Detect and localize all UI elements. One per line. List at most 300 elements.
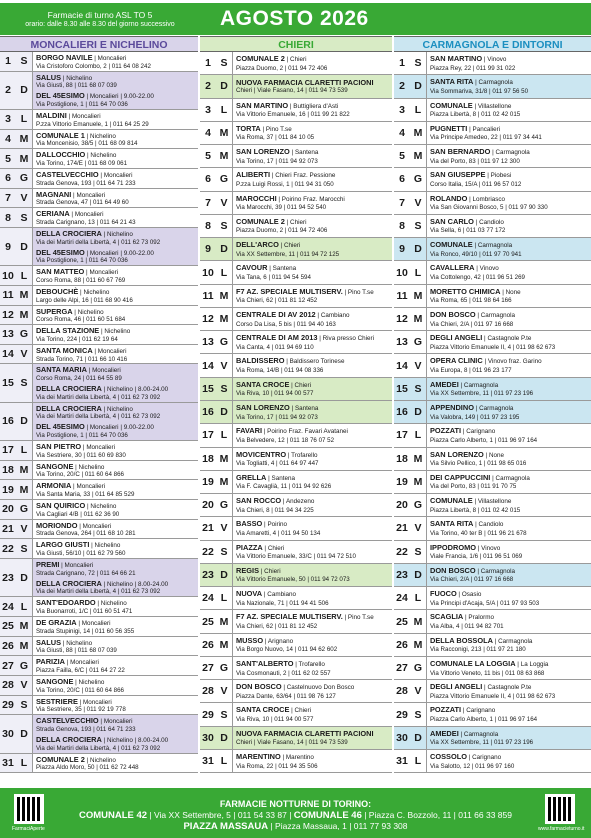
pharmacy-heading xyxy=(430,681,591,693)
pharmacy-address: Via Buonarroti, 1/C | 011 60 51 471 xyxy=(36,608,133,616)
pharmacy-address: Via del Porto, 83 | 011 97 12 300 xyxy=(430,157,520,165)
pharmacy-name: MAGNANI xyxy=(36,189,72,199)
separator: | xyxy=(92,347,98,355)
day-number: 14 xyxy=(202,359,214,372)
separator: | xyxy=(266,474,272,482)
pharmacy-town: Nichelino xyxy=(78,463,105,471)
day-of-week: M xyxy=(16,130,32,149)
pharmacy-address: Strada Carignano, 13 | 011 64 21 43 xyxy=(36,218,136,226)
day-number: 19 xyxy=(0,480,16,499)
separator: | xyxy=(288,102,294,110)
pharmacy-heading xyxy=(236,100,392,112)
day-number: 26 xyxy=(202,638,214,651)
pharmacy-heading xyxy=(236,216,392,228)
pharmacy-address: Via Marocchi, 39 | 011 94 52 540 xyxy=(236,204,327,212)
separator: | xyxy=(483,451,489,459)
separator: | xyxy=(500,288,506,296)
pharmacy-heading xyxy=(430,728,591,740)
header-line2: orario: dalle 8.30 alle 8.30 del giorno successivo xyxy=(25,20,175,28)
pharmacy-address: Via Roma, 37 | 011 84 10 05 xyxy=(236,134,315,142)
pharmacy-name: DELLA CROCIERA xyxy=(36,578,102,588)
column-chieri xyxy=(200,52,392,773)
separator: | xyxy=(262,591,268,599)
day-of-week: D xyxy=(16,228,32,265)
pharmacy-name: SALUS xyxy=(36,72,62,82)
pharmacy-list xyxy=(426,727,591,749)
pharmacy-town: Carmagnola xyxy=(480,567,516,575)
pharmacy-address: Via XX Settembre, 11 | 011 94 72 125 xyxy=(236,250,340,258)
pharmacy-heading xyxy=(430,100,591,112)
pharmacy-town: Villastellone xyxy=(477,102,512,110)
pharmacy-heading xyxy=(430,425,591,437)
pharmacy-town: Carignano xyxy=(466,428,496,436)
separator: | xyxy=(262,544,268,552)
day-of-week: D xyxy=(414,80,422,93)
pharmacy-name: SAN CARLO xyxy=(430,216,474,226)
separator: | xyxy=(280,754,286,761)
pharmacy-town: Nichelino xyxy=(78,678,105,686)
separator: | xyxy=(289,381,295,389)
pharmacy-town: Moncalieri xyxy=(82,522,112,530)
pharmacy-heading xyxy=(236,123,392,135)
day-row xyxy=(200,424,392,447)
day-of-week: D xyxy=(220,406,228,419)
pharmacy-town: Piobesi xyxy=(490,172,512,180)
pharmacy-address: Piazza Vittorio Emanuele II, 4 | 011 98 62 673 xyxy=(430,692,556,700)
pharmacy-town: Moncalieri xyxy=(81,619,111,627)
separator: | xyxy=(286,451,292,459)
pharmacy-address: Via Roma, 65 | 011 98 64 166 xyxy=(430,297,512,305)
day-number: 25 xyxy=(396,615,408,628)
day-row xyxy=(200,587,392,610)
day-row xyxy=(200,610,392,633)
pharmacy-town: Chieri xyxy=(283,242,301,250)
day-of-week: G xyxy=(219,662,229,675)
pharmacy-town: Moncalieri xyxy=(71,112,101,120)
pharmacy-town: Poirino Fraz. Marocchi xyxy=(281,195,345,203)
day-row xyxy=(200,261,392,284)
day-of-week: L xyxy=(220,429,228,442)
pharmacy-list xyxy=(426,657,591,679)
pharmacy-address: Via Postiglione, 1 | 011 64 70 036 xyxy=(36,257,128,265)
pharmacy-list xyxy=(232,285,392,307)
pharmacy-list xyxy=(32,656,198,675)
pharmacy-address: Piazza Aldo Moro, 50 | 011 62 72 448 xyxy=(36,764,139,772)
pharmacy-list xyxy=(232,517,392,539)
day-row xyxy=(0,228,198,266)
pharmacy-list xyxy=(426,285,591,307)
pharmacy-town: Nichelino xyxy=(66,639,93,647)
day-row xyxy=(394,354,591,377)
day-number: 16 xyxy=(396,406,408,419)
pharmacy-address: Via San Giovanni Bosco, 5 | 011 97 90 330 xyxy=(430,204,548,212)
separator: | xyxy=(467,125,473,133)
day-number: 15 xyxy=(396,382,408,395)
day-row xyxy=(0,696,198,716)
pharmacy-list xyxy=(32,130,198,149)
pharmacy-address: Via Torino, 174/E | 011 68 09 061 xyxy=(36,159,128,167)
pharmacy-heading xyxy=(36,597,198,608)
pharmacy-heading xyxy=(36,403,198,414)
pharmacy-town: Candiolo xyxy=(478,521,504,529)
day-row xyxy=(200,52,392,75)
pharmacy-list xyxy=(426,122,591,144)
pharmacy-address: Via Chieri, 62 | 011 81 12 452 xyxy=(236,297,318,305)
day-row xyxy=(200,517,392,540)
pharmacy-name: SAN MATTEO xyxy=(36,267,85,277)
pharmacy-name: SANT'EDOARDO xyxy=(36,598,96,608)
pharmacy-town: Pino T.se xyxy=(265,125,292,133)
pharmacy-address: Via dei Martiri della Libertà, 4 | 011 62 73 092 xyxy=(36,744,161,752)
separator: | xyxy=(458,730,464,738)
day-number: 14 xyxy=(0,345,16,364)
day-row xyxy=(394,471,591,494)
day-row xyxy=(394,517,591,540)
pharmacy-list xyxy=(426,145,591,167)
pharmacy-heading xyxy=(236,193,392,205)
pharmacy-town: Moncalieri xyxy=(76,483,106,491)
pharmacy-town: Nichelino xyxy=(66,74,93,82)
column-title-carmagnola: CARMAGNOLA E DINTORNI xyxy=(394,36,591,52)
pharmacy-town: Santena xyxy=(271,474,295,482)
day-number: 9 xyxy=(399,243,405,256)
separator: | xyxy=(270,172,276,180)
pharmacy-heading xyxy=(36,500,198,511)
pharmacy-town: Chieri xyxy=(294,707,311,715)
pharmacy-list xyxy=(32,208,198,227)
day-row xyxy=(0,364,198,402)
pharmacy-town: Pino T.se xyxy=(347,614,374,622)
day-number: 21 xyxy=(0,520,16,539)
pharmacy-list xyxy=(232,192,392,214)
day-number: 18 xyxy=(0,461,16,480)
pharmacy-town: Chieri xyxy=(264,567,281,575)
pharmacy-name: SAN QUIRICO xyxy=(36,501,86,511)
pharmacy-name: SANTA RITA xyxy=(430,519,474,529)
pharmacy-list xyxy=(32,364,198,401)
pharmacy-heading xyxy=(430,658,591,670)
pharmacy-address: Corso Roma, 88 | 011 60 67 769 xyxy=(36,276,126,284)
pharmacy-address: Via Chieri, 62 | 011 81 12 452 xyxy=(236,623,318,630)
pharmacy-name: SANTA RITA xyxy=(430,77,474,87)
pharmacy-name: SAN PIETRO xyxy=(36,442,82,452)
pharmacy-list xyxy=(32,169,198,188)
day-of-week: S xyxy=(16,52,32,71)
separator: | xyxy=(61,639,67,647)
day-number: 5 xyxy=(0,149,16,168)
day-of-week: S xyxy=(220,708,228,721)
day-number: 9 xyxy=(0,228,16,265)
day-row xyxy=(200,192,392,215)
separator: | xyxy=(85,152,91,160)
pharmacy-heading xyxy=(236,704,392,716)
day-number: 24 xyxy=(202,592,214,605)
day-of-week: D xyxy=(414,731,422,744)
separator: | xyxy=(59,562,65,569)
day-number: 2 xyxy=(205,80,211,93)
pharmacy-name: OPERA CLINIC xyxy=(430,356,483,366)
day-row xyxy=(200,354,392,377)
separator: | xyxy=(456,591,462,599)
separator: | xyxy=(276,195,282,203)
pharmacy-name: DELLA CROCIERA xyxy=(36,403,102,413)
day-of-week: L xyxy=(220,103,228,116)
day-of-week: D xyxy=(220,243,228,256)
day-number: 11 xyxy=(202,289,214,302)
separator: | xyxy=(84,249,90,257)
pharmacy-list xyxy=(32,345,198,364)
pharmacy-heading xyxy=(36,696,198,707)
pharmacy-heading xyxy=(236,472,392,484)
pharmacy-heading xyxy=(430,309,591,321)
pharmacy-address: Via Alba, 4 | 011 94 82 701 xyxy=(430,623,504,630)
pharmacy-heading xyxy=(236,402,392,414)
pharmacy-heading xyxy=(36,130,198,141)
pharmacy-heading xyxy=(430,704,591,716)
day-number: 31 xyxy=(396,755,408,768)
pharmacy-list xyxy=(32,403,198,440)
pharmacy-town: Nichelino xyxy=(83,288,110,296)
day-of-week: L xyxy=(220,266,228,279)
pharmacy-town: Nichelino xyxy=(77,308,104,316)
pharmacy-town: Moncalieri xyxy=(97,347,127,355)
pharmacy-name: DEI CAPPUCCINI xyxy=(430,472,491,482)
pharmacy-name: BORGO NAVILE xyxy=(36,53,93,62)
pharmacy-town: Nichelino | 8.00-24.00 xyxy=(106,386,169,394)
separator: | xyxy=(72,308,78,316)
separator: | xyxy=(84,269,90,277)
pharmacy-list xyxy=(232,657,392,679)
pharmacy-heading xyxy=(36,90,198,101)
separator: | xyxy=(473,79,479,87)
pharmacy-town: Moncalieri xyxy=(64,562,94,569)
day-row xyxy=(0,189,198,209)
day-number: 22 xyxy=(0,539,16,558)
pharmacy-heading xyxy=(236,146,392,158)
separator: | xyxy=(475,567,481,575)
pharmacy-heading xyxy=(236,355,392,367)
pharmacy-heading xyxy=(236,332,392,344)
day-of-week: S xyxy=(414,708,422,721)
day-row xyxy=(0,500,198,520)
pharmacy-list xyxy=(32,110,198,129)
pharmacy-address: Via Salotto, 12 | 011 96 97 160 xyxy=(430,762,515,770)
pharmacy-address: Viale Francia, 1/6 | 011 96 51 069 xyxy=(430,553,523,561)
separator: | xyxy=(86,367,93,375)
pharmacy-address: Via F. Cavaglià, 11 | 011 94 92 626 xyxy=(236,483,332,491)
day-of-week: M xyxy=(219,150,229,163)
pharmacy-list xyxy=(426,494,591,516)
pharmacy-list xyxy=(232,378,392,400)
pharmacy-address: Strada Genova, 193 | 011 64 71 233 xyxy=(36,725,136,733)
pharmacy-name: BALDISSERO xyxy=(236,356,285,366)
pharmacy-town: Vinovo xyxy=(481,544,501,552)
pharmacy-address: Via Torino, 224 | 011 62 19 64 xyxy=(36,335,118,343)
separator: | xyxy=(77,522,83,530)
page-title: AGOSTO 2026 xyxy=(200,3,591,35)
pharmacy-town: Nichelino xyxy=(104,328,131,336)
pharmacy-list xyxy=(232,610,392,632)
day-of-week: G xyxy=(16,656,32,675)
pharmacy-list xyxy=(232,215,392,237)
day-number: 10 xyxy=(396,266,408,279)
pharmacy-town: Carmagnola xyxy=(495,149,530,157)
pharmacy-list xyxy=(32,325,198,344)
day-of-week: L xyxy=(414,103,422,116)
day-of-week: G xyxy=(413,336,423,349)
pharmacy-name: SANGONE xyxy=(36,676,74,686)
day-of-week: L xyxy=(220,755,228,768)
separator: | xyxy=(342,614,348,622)
pharmacy-address: Via Torino, 20/C | 011 60 64 866 xyxy=(36,471,124,479)
pharmacy-name: DELLA CROCIERA xyxy=(36,228,102,238)
qr-code-icon xyxy=(545,794,575,824)
day-row xyxy=(200,541,392,564)
day-of-week: M xyxy=(413,475,423,488)
pharmacy-town: Riva presso Chieri xyxy=(322,335,375,343)
pharmacy-town: Andezeno xyxy=(285,498,315,506)
pharmacy-address: Via Torino, 20/C | 011 60 64 866 xyxy=(36,686,124,694)
pharmacy-heading xyxy=(236,751,392,763)
day-row xyxy=(200,727,392,750)
day-row xyxy=(394,448,591,471)
pharmacy-address: Via Belvedere, 12 | 011 18 76 07 52 xyxy=(236,436,335,444)
day-row xyxy=(394,52,591,75)
pharmacy-list xyxy=(32,306,198,325)
day-number: 4 xyxy=(399,126,405,139)
pharmacy-heading xyxy=(36,149,198,160)
pharmacy-name: FAVARI xyxy=(236,426,263,436)
day-number: 21 xyxy=(202,522,214,535)
pharmacy-list xyxy=(426,517,591,539)
footer-address-3: Piazza Massaua, 1 | 011 77 93 308 xyxy=(275,821,408,831)
pharmacy-heading xyxy=(36,637,198,648)
pharmacy-list xyxy=(32,52,198,71)
pharmacy-list xyxy=(232,541,392,563)
pharmacy-list xyxy=(32,286,198,305)
pharmacy-name: MARENTINO xyxy=(236,752,281,761)
pharmacy-town: Castagnole P.te xyxy=(487,335,532,343)
pharmacy-heading xyxy=(430,355,591,367)
pharmacy-address: Via Sestriere, 30 | 011 60 69 830 xyxy=(36,451,126,459)
pharmacy-heading xyxy=(36,559,198,570)
day-number: 13 xyxy=(0,325,16,344)
pharmacy-address: Corso Da Lisa, 5 bis | 011 94 40 163 xyxy=(236,320,336,328)
day-of-week: S xyxy=(16,208,32,227)
pharmacy-name: DELLA STAZIONE xyxy=(36,326,100,336)
pharmacy-list xyxy=(32,696,198,715)
pharmacy-town: Moncalieri xyxy=(74,211,104,219)
day-row xyxy=(394,610,591,633)
pharmacy-address: Via Principi d'Acaja, 5/A | 011 97 93 503 xyxy=(430,599,540,607)
pharmacy-name: REGIS xyxy=(236,565,259,575)
separator: | xyxy=(475,311,481,319)
pharmacy-list xyxy=(32,597,198,616)
day-number: 14 xyxy=(396,359,408,372)
pharmacy-name: SAN GIUSEPPE xyxy=(430,170,486,180)
day-number: 8 xyxy=(205,219,211,232)
day-of-week: D xyxy=(220,731,228,744)
day-number: 11 xyxy=(0,286,16,305)
pharmacy-town: Nichelino xyxy=(106,230,133,238)
pharmacy-address: Corso Roma, 46 | 011 60 51 684 xyxy=(36,316,126,324)
separator: | xyxy=(485,172,491,180)
pharmacy-town: Pancalieri xyxy=(472,125,501,133)
day-of-week: V xyxy=(16,676,32,695)
pharmacy-address: Via Ronco, 49/10 | 011 97 70 941 xyxy=(430,250,522,258)
pharmacy-address: Strada Genova, 193 | 011 64 71 233 xyxy=(36,179,136,187)
separator: | xyxy=(482,684,488,692)
pharmacy-address: Strada Stupinigi, 14 | 011 60 56 355 xyxy=(36,627,135,635)
day-of-week: G xyxy=(413,499,423,512)
pharmacy-address: Via Borgo Nuovo, 14 | 011 94 62 602 xyxy=(236,646,338,654)
pharmacy-name: COMUNALE 2 xyxy=(236,54,285,64)
pharmacy-name: MALDINI xyxy=(36,110,67,120)
day-of-week: S xyxy=(414,545,422,558)
day-row xyxy=(200,680,392,703)
pharmacy-heading xyxy=(430,751,591,763)
day-number: 30 xyxy=(0,715,16,752)
pharmacy-heading xyxy=(236,169,392,181)
pharmacy-heading xyxy=(36,734,198,745)
day-row xyxy=(200,471,392,494)
pharmacy-heading xyxy=(36,208,198,219)
pharmacy-town: Lombriasco xyxy=(472,195,506,203)
day-row xyxy=(394,145,591,168)
day-of-week: D xyxy=(220,80,228,93)
pharmacy-heading xyxy=(236,53,392,65)
pharmacy-address: Via Sommariva, 31/8 | 011 97 56 50 xyxy=(430,87,529,95)
pharmacy-name: SCAGLIA xyxy=(430,612,464,622)
day-of-week: L xyxy=(16,754,32,773)
pharmacy-heading xyxy=(430,449,591,461)
pharmacy-heading xyxy=(236,449,392,461)
day-row xyxy=(200,168,392,191)
pharmacy-address: Largo delle Alpi, 16 | 011 68 90 416 xyxy=(36,296,133,304)
footer-address-1: Via XX Settembre, 5 | 011 54 33 87 xyxy=(154,810,287,820)
pharmacy-name: ROLANDO xyxy=(430,193,468,203)
day-row xyxy=(0,754,198,774)
pharmacy-heading xyxy=(430,402,591,414)
pharmacy-address: Piazza Duomo, 2 | 011 94 72 406 xyxy=(236,64,328,72)
pharmacy-heading xyxy=(236,309,392,321)
pharmacy-list xyxy=(426,541,591,563)
pharmacy-list xyxy=(232,564,392,586)
pharmacy-list xyxy=(426,587,591,609)
day-number: 5 xyxy=(205,150,211,163)
day-of-week: S xyxy=(220,382,228,395)
pharmacy-heading xyxy=(36,539,198,550)
day-of-week: S xyxy=(414,219,422,232)
pharmacy-heading xyxy=(430,611,591,623)
pharmacy-address: Via Torino, 40 ter B | 011 96 21 678 xyxy=(430,529,527,537)
separator: | xyxy=(101,386,107,394)
pharmacy-address: Corso Roma, 24 | 011 64 55 89 xyxy=(36,375,122,383)
pharmacy-list xyxy=(232,168,392,190)
pharmacy-list xyxy=(426,238,591,260)
pharmacy-town: None xyxy=(505,288,521,296)
day-number: 6 xyxy=(205,173,211,186)
pharmacy-list xyxy=(32,637,198,656)
separator: | xyxy=(101,580,107,588)
pharmacy-name: FUOCO xyxy=(430,589,457,599)
pharmacy-address: Strada Genova, 264 | 011 68 10 281 xyxy=(36,530,136,538)
pharmacy-town: Nichelino xyxy=(90,503,117,511)
separator: | xyxy=(65,659,71,667)
pharmacy-heading xyxy=(36,617,198,628)
footer-pharmacy-2: COMUNALE 46 xyxy=(293,810,362,821)
pharmacy-town: Candiolo xyxy=(479,218,504,226)
